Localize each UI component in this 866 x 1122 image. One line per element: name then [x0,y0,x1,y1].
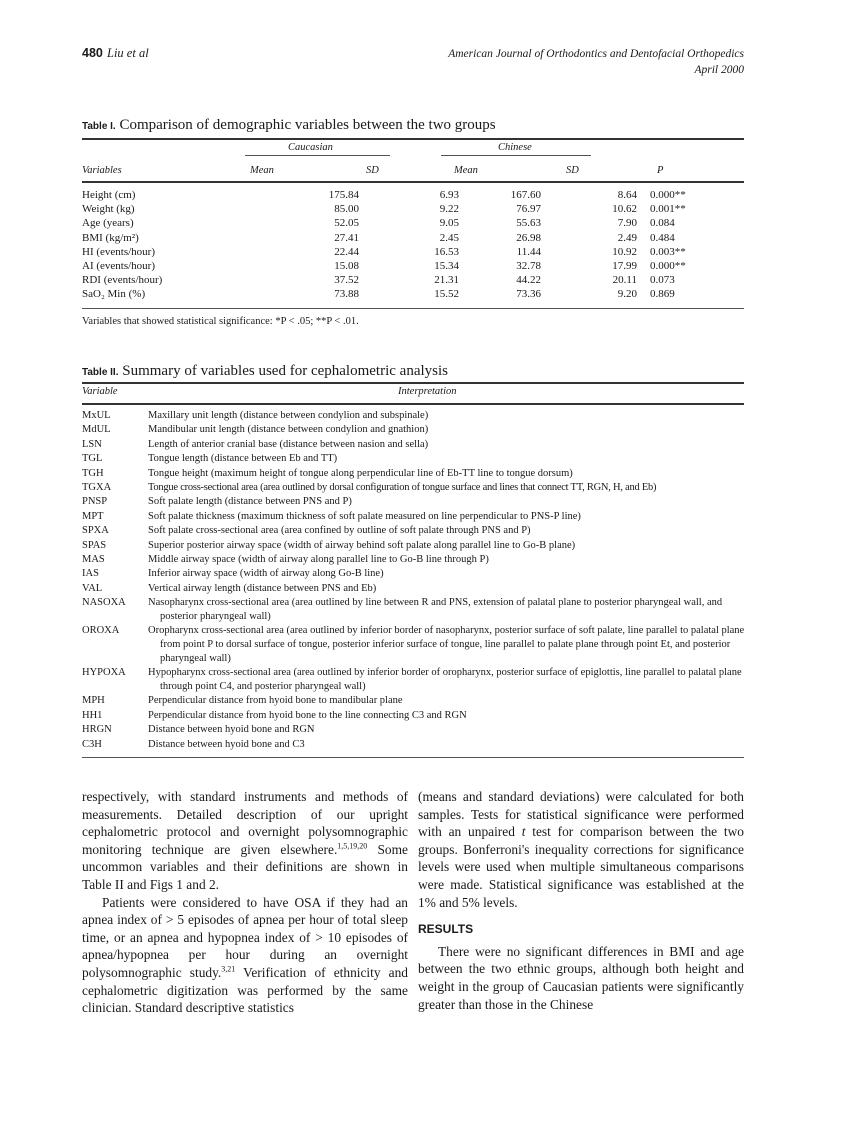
cell-variable: Height (cm) [82,189,136,201]
cell-interpretation: Soft palate thickness (maximum thickness of soft palate measured on line perpendicular to PNS-P line) [148,510,581,522]
cell-variable: LSN [82,438,102,450]
table1-title: Comparison of demographic variables between the two groups [119,117,496,133]
cell-chi-sd: 9.20 [617,288,637,301]
table1-caption [82,117,496,134]
journal-name: American Journal of Orthodontics and Dentofacial Orthopedics [448,48,744,60]
cell-interpretation: Distance between hyoid bone and RGN [148,724,315,736]
section-heading-results: RESULTS [418,922,474,937]
cell-interpretation: Hypopharynx cross-sectional area (area outlined by inferior border of oropharynx, posterior surface of epiglottis, line parallel to palatal plane through point C4, and posterior pharyngeal wall) [148,667,742,693]
col-header-variable: Variable [82,386,118,397]
cell-chi-mean: 32.78 [516,259,541,272]
table-row [82,438,752,452]
cell-interpretation: Mandibular unit length (distance between condylion and gnathion) [148,424,429,436]
group-header-chinese: Chinese [498,142,532,153]
cell-cau-sd: 9.22 [439,203,459,216]
citation-refs: 1,5,19,20 [337,841,368,851]
cell-p: 0.073 [650,274,675,287]
cell-variable: MdUL [82,424,111,436]
cell-variable: HYPOXA [82,667,126,679]
cell-cau-mean: 52.05 [334,217,359,230]
cell-chi-sd: 8.64 [617,189,637,201]
cell-chi-sd: 7.90 [617,217,637,230]
col-header-chi-sd: SD [566,165,579,176]
paragraph [418,788,744,911]
cell-variable: HI (events/hour) [82,245,156,258]
cell-p: 0.484 [650,231,675,244]
cell-p: 0.000** [650,259,686,272]
cell-variable: NASOXA [82,597,126,609]
cell-cau-mean: 85.00 [334,203,359,216]
cell-interpretation: Tongue length (distance between Eb and TT) [148,453,338,465]
table-row [82,217,744,231]
cell-variable: TGXA [82,481,112,493]
cell-chi-sd: 17.99 [612,259,637,272]
cell-chi-mean: 55.63 [516,217,541,230]
table-row [82,481,752,495]
table-row [82,452,752,466]
cell-interpretation: Perpendicular distance from hyoid bone to mandibular plane [148,695,403,707]
cell-variable: MxUL [82,410,111,421]
cell-cau-sd: 21.31 [434,274,459,287]
text-run: test for comparison between the two groups. Bonferroni's inequality corrections for significance levels were used when multiple simultaneous comparisons were made. Statistical significance was established at the 1% and 5% levels. [418,824,744,910]
col-header-interpretation: Interpretation [398,386,457,397]
cell-interpretation: Maxillary unit length (distance between condylion and subspinale) [148,410,429,421]
table-row [82,723,752,737]
cell-cau-mean: 175.84 [328,189,359,201]
cell-variable: SPAS [82,539,107,551]
table1-body [82,189,744,303]
cell-cau-mean: 22.44 [334,245,359,258]
cell-p: 0.003** [650,245,686,258]
paragraph [82,894,408,1017]
cell-chi-mean: 76.97 [516,203,541,216]
cell-variable: AI (events/hour) [82,259,156,272]
text-run: (means and standard deviations) were calculated for both samples. Tests for statistical significance were performed with an unpaired [418,789,744,840]
table-row [82,246,744,260]
cell-p: 0.084 [650,217,675,230]
table-row [82,409,752,423]
cell-variable: TGL [82,453,103,465]
cell-interpretation: Middle airway space (width of airway along parallel line to Go-B line through P) [148,553,489,565]
cell-interpretation: Tongue height (maximum height of tongue along perpendicular line of Eb-TT line to tongue dorsum) [148,467,573,479]
cell-variable: RDI (events/hour) [82,274,163,287]
text-run: Verification of ethnicity and cephalometric digitization was performed by the same clinician. Standard descriptive statistics [82,964,409,1016]
table1-bottom-rule [82,308,744,309]
cell-chi-mean: 167.60 [510,189,541,201]
cell-variable: Age (years) [82,217,134,230]
col-header-variables: Variables [82,165,122,176]
cell-cau-sd: 15.52 [434,288,459,301]
citation-refs: 3,21 [221,964,236,974]
table-row [82,274,744,288]
cell-variable: HH1 [82,709,103,721]
col-header-cau-sd: SD [366,165,379,176]
cell-cau-sd: 16.53 [434,245,459,258]
cell-cau-sd: 15.34 [434,259,459,272]
table-row [82,189,744,203]
table1-label: Table I. [82,121,116,132]
cell-variable: SaO₂ Min (%) [82,288,146,301]
cell-interpretation: Inferior airway space (width of airway along Go-B line) [148,568,384,580]
cell-interpretation: Perpendicular distance from hyoid bone to the line connecting C3 and RGN [148,709,467,721]
table-row [82,232,744,246]
chinese-span-rule [441,155,591,156]
cell-variable: MAS [82,553,105,565]
cell-cau-sd: 9.05 [439,217,459,230]
cell-chi-mean: 11.44 [516,245,541,258]
cell-p: 0.000** [650,189,686,201]
body-left-column [82,788,408,1017]
table-row [82,467,752,481]
cell-interpretation: Superior posterior airway space (width of airway behind soft palate along parallel line to Go-B plane) [148,539,576,551]
cell-variable: BMI (kg/m²) [82,231,139,244]
body-right-column [418,788,744,1013]
table2-label: Table II. [82,367,119,378]
cell-variable: SPXA [82,525,109,537]
cell-chi-mean: 26.98 [516,231,541,244]
text-run: Some uncommon variables and their definitions are shown in Table II and Figs 1 and 2. [82,841,408,892]
cell-variable: MPT [82,510,104,522]
running-head-journal [448,46,744,78]
col-header-chi-mean: Mean [454,165,478,176]
cell-cau-mean: 15.08 [334,259,359,272]
paragraph: There were no significant differences in BMI and age between the two ethnic groups, although both height and weight in the group of Caucasian patients were significantly greater than those in the Chinese [418,943,744,1012]
cell-variable: C3H [82,738,102,750]
running-head-authors: Liu et al [107,46,149,60]
cell-chi-mean: 44.22 [516,274,541,287]
table-row [82,203,744,217]
cell-interpretation: Soft palate cross-sectional area (area confined by outline of soft palate through PNS and P) [148,525,531,537]
table1-header-rule [82,181,744,183]
cell-variable: MPH [82,695,105,707]
cell-p: 0.869 [650,288,675,301]
cell-cau-mean: 37.52 [334,274,359,287]
cell-interpretation: Soft palate length (distance between PNS and P) [148,496,352,508]
cell-interpretation: Vertical airway length (distance between PNS and Eb) [148,582,377,594]
cell-chi-sd: 2.49 [617,231,637,244]
cell-chi-sd: 10.92 [612,245,637,258]
cell-variable: PNSP [82,496,108,508]
table-row [82,510,752,524]
table2-header-rule [82,403,744,405]
table1-top-rule [82,138,744,140]
col-header-cau-mean: Mean [250,165,274,176]
table-row [82,567,752,581]
table2-caption [82,363,448,380]
cell-chi-sd: 20.11 [612,274,637,287]
cell-interpretation: Nasopharynx cross-sectional area (area outlined by line between R and PNS, extension of palatal plane to posterior pharyngeal wall, and posterior pharyngeal wall) [148,597,723,622]
cell-p: 0.001** [650,203,686,216]
t-italic: t [521,824,526,840]
cell-interpretation: Length of anterior cranial base (distance between nasion and sella) [148,438,429,450]
table-row [82,539,752,553]
cell-variable: HRGN [82,724,112,736]
cell-variable: VAL [82,582,103,594]
cell-chi-mean: 73.36 [516,288,541,301]
cell-variable: TGH [82,467,104,479]
cell-variable: OROXA [82,625,120,637]
table-row [82,553,752,567]
cell-cau-sd: 6.93 [439,189,459,201]
table1-footnote: Variables that showed statistical significance: *P < .05; **P < .01. [82,316,359,327]
table2-top-rule [82,382,744,384]
group-header-caucasian: Caucasian [288,142,333,153]
table-row [82,624,752,665]
table-row [82,666,752,694]
caucasian-span-rule [245,155,390,156]
cell-interpretation: Distance between hyoid bone and C3 [148,738,305,750]
cell-variable: IAS [82,568,99,580]
cell-chi-sd: 10.62 [612,203,637,216]
table-row [82,709,752,723]
table-row [82,524,752,538]
cell-interpretation: Oropharynx cross-sectional area (area outlined by inferior border of nasopharynx, posterior surface of soft palate, line parallel to palatal plane from point P to dorsal surface of tongue, posterior inferior surface of tongue, line parallel to palate plane through point Et, and posterior pharyngeal wall) [148,625,745,664]
text-run: respectively, with standard instruments and methods of measurements. Detailed description of our upright cephalometric protocol and overnight polysomnographic monitoring technique are given elsewhere. [82,789,408,857]
paragraph [82,788,408,894]
table-row [82,694,752,708]
table2-title: Summary of variables used for cephalometric analysis [122,363,448,379]
col-header-p: P [657,165,664,176]
cell-variable: Weight (kg) [82,203,135,216]
table-row [82,495,752,509]
page-number: 480 [82,46,103,60]
text-run: Patients were considered to have OSA if they had an apnea index of > 5 episodes of apnea per hour of total sleep time, or an apnea and hypopnea index of > 10 episodes of apnea/hypopnea per hour during an overnight polysomnographic study. [82,894,408,980]
issue-date: April 2000 [694,64,744,76]
table-row [82,596,752,624]
table-row [82,423,752,437]
cell-cau-mean: 73.88 [334,288,359,301]
table-row [82,260,744,274]
table2-bottom-rule [82,757,744,758]
cell-interpretation: Tongue cross-sectional area (area outlined by dorsal configuration of tongue surface and lines that connect TT, RGN, H, and Eb) [148,481,657,493]
table-row [82,288,744,302]
cell-cau-sd: 2.45 [439,231,459,244]
table-row [82,582,752,596]
table2-body [82,409,752,752]
table-row [82,738,752,752]
cell-cau-mean: 27.41 [334,231,359,244]
